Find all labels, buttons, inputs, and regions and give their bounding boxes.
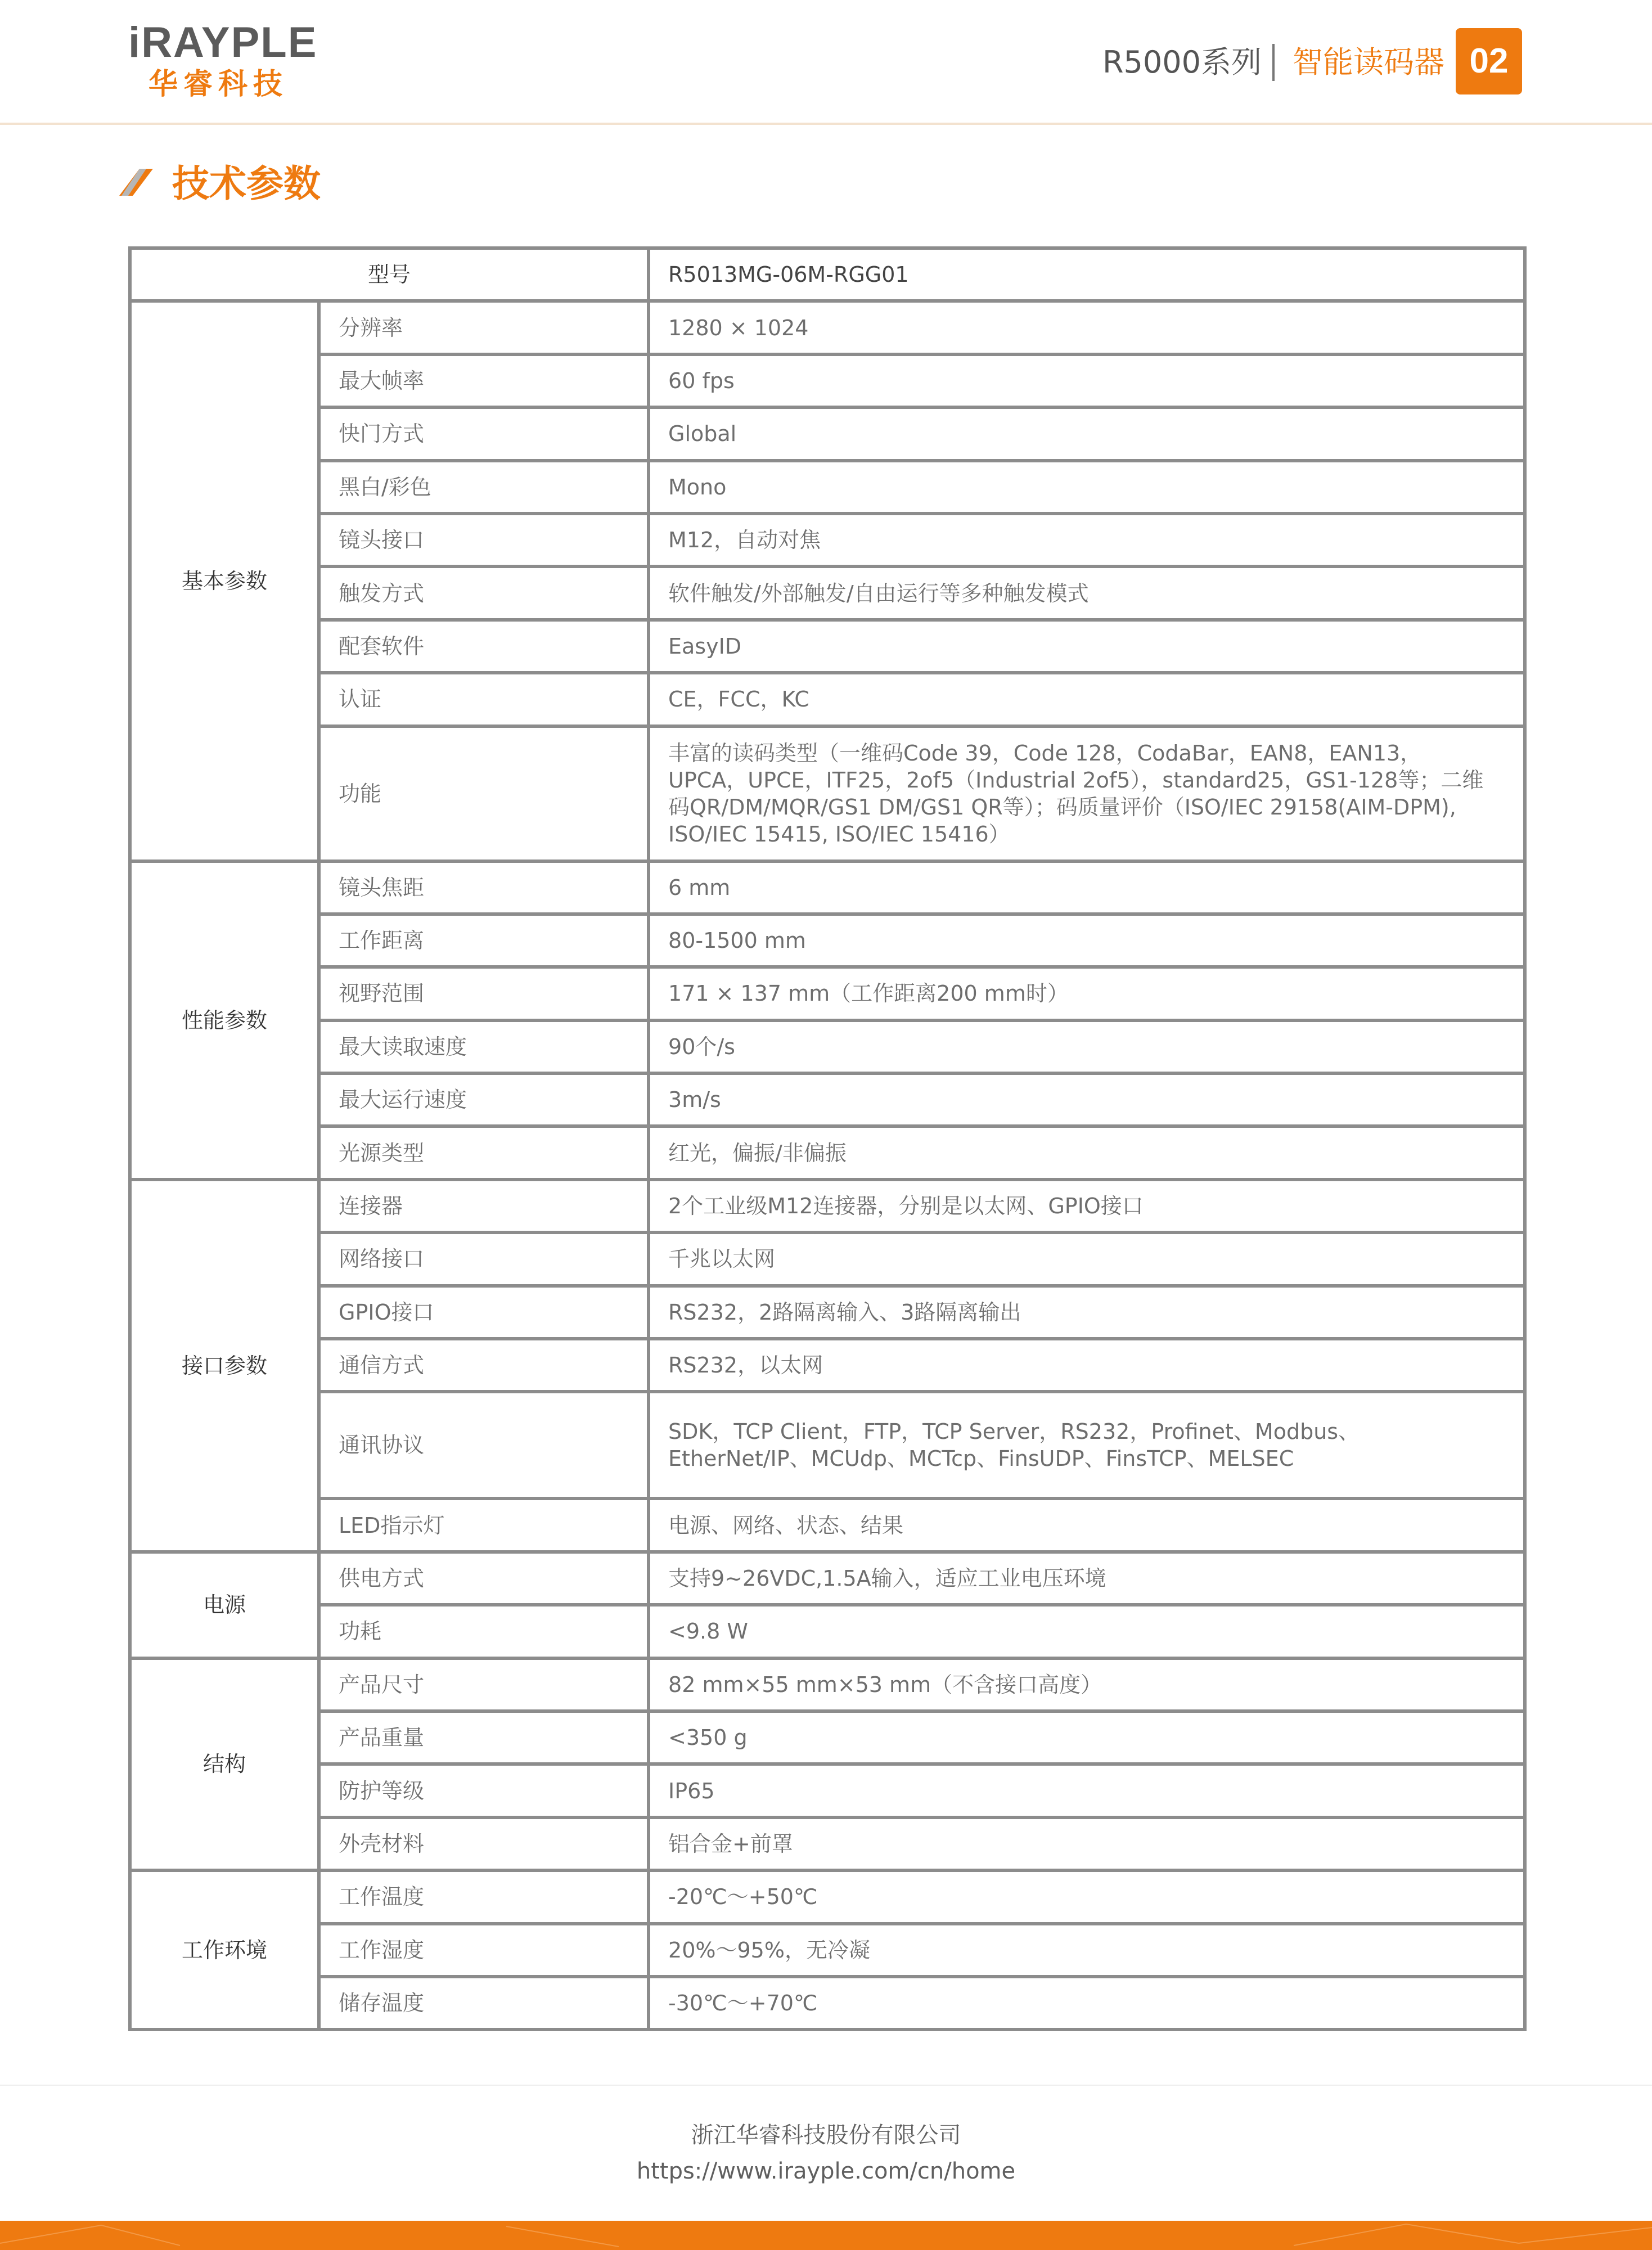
table-row: [130, 1180, 1525, 1232]
param-label: 黑白/彩色: [319, 461, 649, 514]
param-value: 80-1500 mm: [649, 914, 1525, 967]
param-value: CE，FCC，KC: [649, 673, 1525, 726]
header-rule: [0, 123, 1652, 125]
param-label: 网络接口: [319, 1232, 649, 1285]
param-label: 通信方式: [319, 1339, 649, 1392]
param-label: 功能: [319, 726, 649, 861]
table-row: [130, 1232, 1525, 1285]
group-label: 接口参数: [130, 1180, 319, 1552]
param-label: 通讯协议: [319, 1392, 649, 1498]
param-label: 防护等级: [319, 1764, 649, 1817]
table-row: [130, 566, 1525, 619]
param-value: RS232，以太网: [649, 1339, 1525, 1392]
group-label: 基本参数: [130, 301, 319, 861]
param-value: 82 mm×55 mm×53 mm（不含接口高度）: [649, 1658, 1525, 1711]
table-row: [130, 514, 1525, 566]
series-label: R5000系列: [1102, 44, 1262, 80]
param-value: -30℃～+70℃: [649, 1977, 1525, 2030]
table-row: [130, 1286, 1525, 1339]
logo-text-en: iRAYPLE: [128, 19, 318, 66]
product-name: 智能读码器: [1293, 44, 1444, 80]
table-row: [130, 1498, 1525, 1551]
param-label: 最大运行速度: [319, 1073, 649, 1126]
group-label: 电源: [130, 1552, 319, 1658]
param-label: 连接器: [319, 1180, 649, 1232]
table-row: [130, 620, 1525, 673]
param-value: M12，自动对焦: [649, 514, 1525, 566]
table-row: [130, 1073, 1525, 1126]
header-divider: [1272, 44, 1275, 81]
param-value: IP65: [649, 1764, 1525, 1817]
param-value: 软件触发/外部触发/自由运行等多种触发模式: [649, 566, 1525, 619]
param-value: EasyID: [649, 620, 1525, 673]
table-row-model: [130, 248, 1525, 301]
footer-rule: [0, 2085, 1652, 2086]
table-row: [130, 407, 1525, 460]
page-header: [0, 0, 1652, 125]
table-row: [130, 1339, 1525, 1392]
table-row: [130, 1817, 1525, 1870]
param-value: 6 mm: [649, 861, 1525, 914]
table-row: [130, 861, 1525, 914]
param-value: Global: [649, 407, 1525, 460]
param-value: 1280 × 1024: [649, 301, 1525, 354]
param-label: 视野范围: [319, 967, 649, 1020]
param-label: 配套软件: [319, 620, 649, 673]
param-value: 电源、网络、状态、结果: [649, 1498, 1525, 1551]
table-row: [130, 673, 1525, 726]
param-value: 千兆以太网: [649, 1232, 1525, 1285]
param-label: 产品重量: [319, 1711, 649, 1764]
param-label: 产品尺寸: [319, 1658, 649, 1711]
param-label: 最大帧率: [319, 354, 649, 407]
table-row: [130, 1924, 1525, 1977]
param-label: GPIO接口: [319, 1286, 649, 1339]
param-value: 丰富的读码类型（一维码Code 39，Code 128，CodaBar，EAN8，EAN13，UPCA，UPCE，ITF25，2of5（Industrial 2of5），standard25，GS1-128等；二维码QR/DM/MQR/GS1 DM/GS1 QR等）；码质量评价（ISO/IEC 29158(AIM-DPM), ISO/IEC 15415, ISO/IEC 15416）: [649, 726, 1525, 861]
footer-band: [0, 2221, 1652, 2250]
param-label: 功耗: [319, 1605, 649, 1658]
param-value: 60 fps: [649, 354, 1525, 407]
param-label: 镜头接口: [319, 514, 649, 566]
table-row: [130, 967, 1525, 1020]
param-label: 分辨率: [319, 301, 649, 354]
page-number-badge: 02: [1456, 28, 1522, 94]
param-value: 2个工业级M12连接器，分别是以太网、GPIO接口: [649, 1180, 1525, 1232]
param-label: 触发方式: [319, 566, 649, 619]
param-value: <350 g: [649, 1711, 1525, 1764]
slash-icon: [119, 166, 153, 198]
param-label: 镜头焦距: [319, 861, 649, 914]
logo-text-cn: 华睿科技: [148, 68, 289, 101]
param-value: SDK，TCP Client，FTP，TCP Server，RS232，Profinet、Modbus、EtherNet/IP、MCUdp、MCTcp、FinsUDP、FinsTCP、MELSEC: [649, 1392, 1525, 1498]
table-row: [130, 354, 1525, 407]
param-value: 171 × 137 mm（工作距离200 mm时）: [649, 967, 1525, 1020]
group-label: 结构: [130, 1658, 319, 1871]
table-row: [130, 1126, 1525, 1179]
param-value: RS232，2路隔离输入、3路隔离输出: [649, 1286, 1525, 1339]
param-value: <9.8 W: [649, 1605, 1525, 1658]
param-label: 光源类型: [319, 1126, 649, 1179]
table-row: [130, 301, 1525, 354]
param-label: 最大读取速度: [319, 1020, 649, 1073]
param-label: 供电方式: [319, 1552, 649, 1605]
table-row: [130, 726, 1525, 861]
model-value: R5013MG-06M-RGG01: [649, 248, 1525, 301]
model-label: 型号: [130, 248, 649, 301]
param-value: -20℃～+50℃: [649, 1870, 1525, 1923]
param-label: 储存温度: [319, 1977, 649, 2030]
table-row: [130, 1764, 1525, 1817]
table-row: [130, 914, 1525, 967]
param-label: 认证: [319, 673, 649, 726]
footer-pattern: [0, 2221, 1652, 2250]
footer-company: 浙江华睿科技股份有限公司: [691, 2122, 961, 2148]
table-row: [130, 1020, 1525, 1073]
spec-table: [128, 246, 1527, 2031]
param-value: 3m/s: [649, 1073, 1525, 1126]
table-row: [130, 1658, 1525, 1711]
param-value: 铝合金+前罩: [649, 1817, 1525, 1870]
footer-website: https://www.irayple.com/cn/home: [636, 2158, 1016, 2184]
param-label: 工作温度: [319, 1870, 649, 1923]
param-label: 快门方式: [319, 407, 649, 460]
table-row: [130, 1870, 1525, 1923]
param-label: 外壳材料: [319, 1817, 649, 1870]
group-label: 性能参数: [130, 861, 319, 1180]
param-label: 工作湿度: [319, 1924, 649, 1977]
table-row: [130, 1605, 1525, 1658]
table-row: [130, 1552, 1525, 1605]
param-label: LED指示灯: [319, 1498, 649, 1551]
table-row: [130, 1711, 1525, 1764]
section-title: 技术参数: [172, 162, 321, 205]
table-row: [130, 1977, 1525, 2030]
param-label: 工作距离: [319, 914, 649, 967]
table-row: [130, 461, 1525, 514]
param-value: 20%～95%，无冷凝: [649, 1924, 1525, 1977]
param-value: 红光，偏振/非偏振: [649, 1126, 1525, 1179]
param-value: 支持9~26VDC,1.5A输入，适应工业电压环境: [649, 1552, 1525, 1605]
company-logo: [128, 20, 317, 104]
group-label: 工作环境: [130, 1870, 319, 2030]
table-row: [130, 1392, 1525, 1498]
param-value: Mono: [649, 461, 1525, 514]
param-value: 90个/s: [649, 1020, 1525, 1073]
